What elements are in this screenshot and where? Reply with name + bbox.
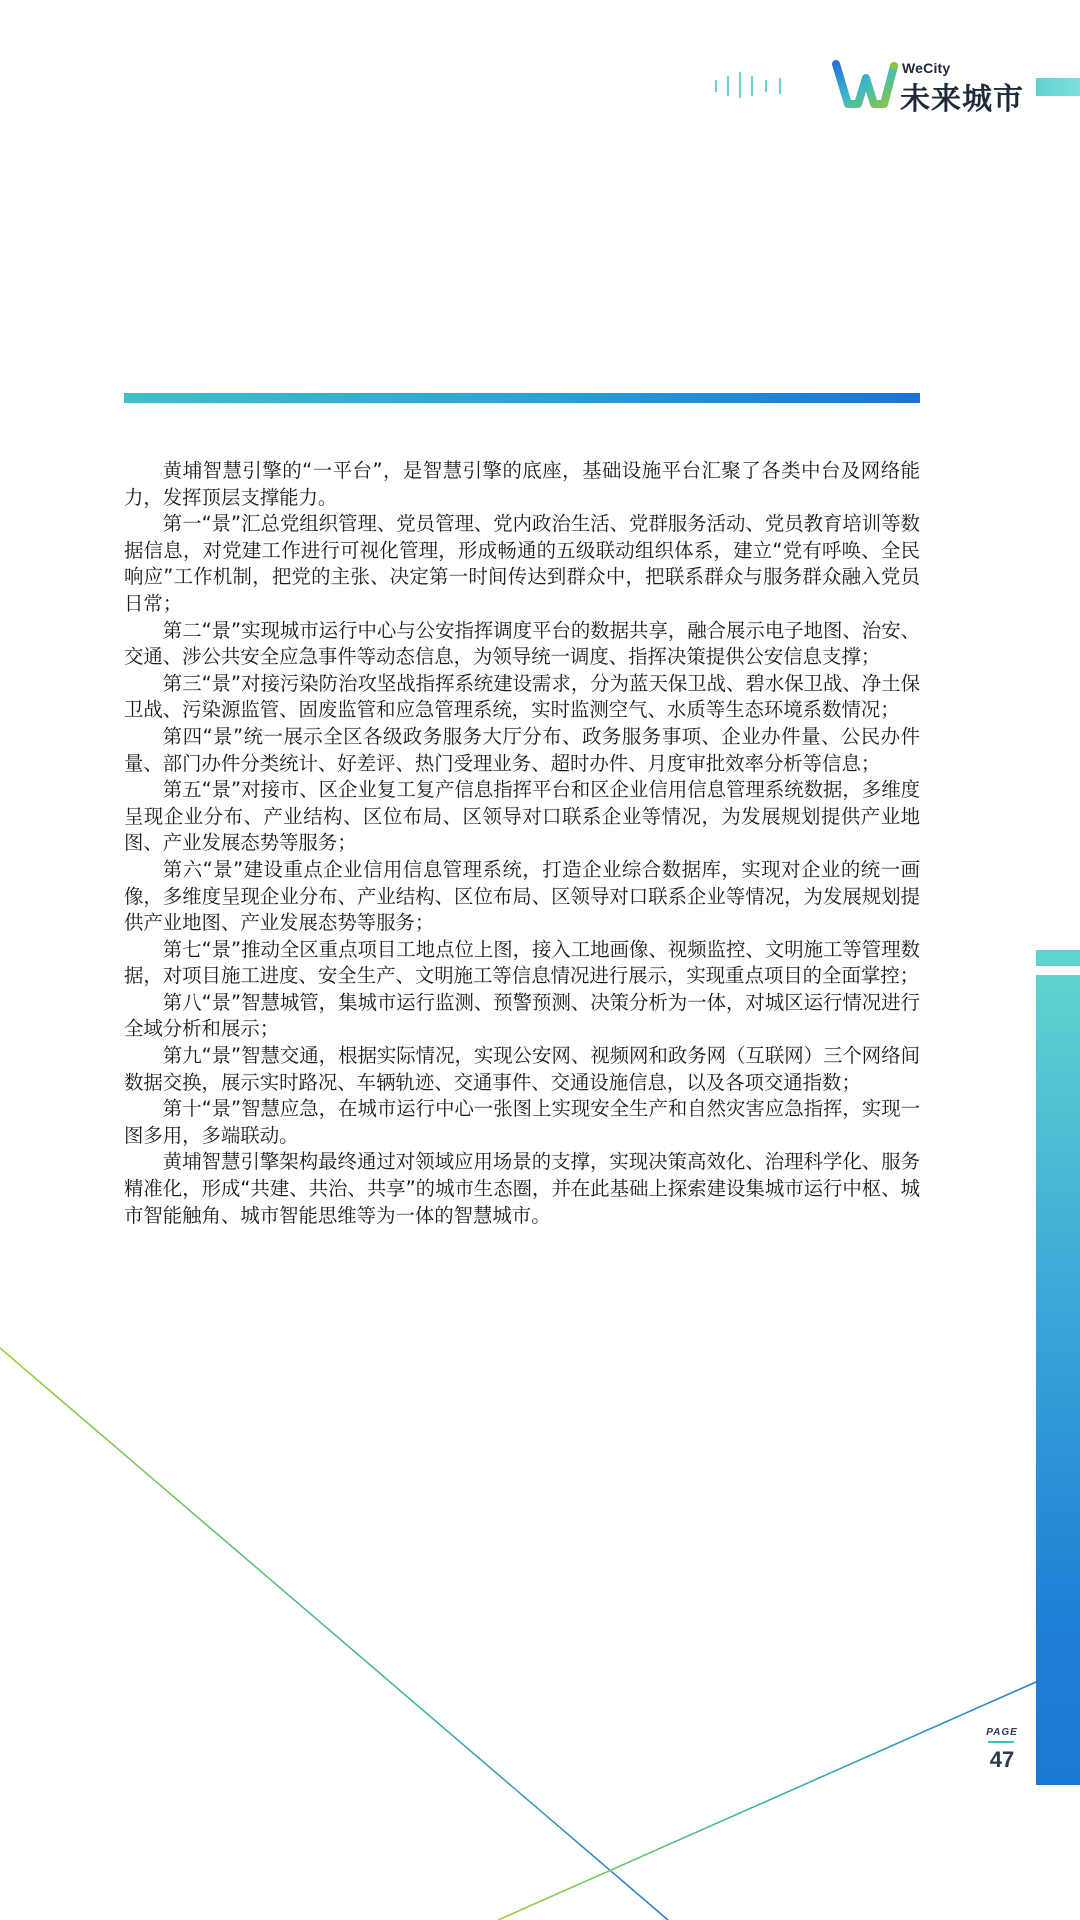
paragraph: 黄埔智慧引擎的“一平台”，是智慧引擎的底座，基础设施平台汇聚了各类中台及网络能力，发挥顶层支撑能力。 <box>124 459 920 509</box>
logo-chinese-text: 未来城市 <box>900 82 1024 117</box>
paragraph: 第二“景”实现城市运行中心与公安指挥调度平台的数据共享，融合展示电子地图、治安、交通、涉公共安全应急事件等动态信息，为领导统一调度、指挥决策提供公安信息支撑； <box>124 618 920 669</box>
right-side-gradient-band <box>1036 975 1080 1785</box>
paragraph: 第七“景”推动全区重点项目工地点位上图，接入工地画像、视频监控、文明施工等管理数据，对项目施工进度、安全生产、文明施工等信息情况进行展示，实现重点项目的全面掌控； <box>124 937 920 988</box>
wecity-logo <box>832 56 1024 117</box>
paragraph: 第三“景”对接污染防治攻坚战指挥系统建设需求，分为蓝天保卫战、碧水保卫战、净土保卫战、污染源监管、固废监管和应急管理系统，实时监测空气、水质等生态环境系数情况； <box>124 671 920 722</box>
section-divider-bar <box>124 393 920 403</box>
page-label: PAGE <box>986 1727 1018 1738</box>
wecity-w-logo-icon <box>832 58 900 110</box>
diagonal-line-descending <box>0 1348 668 1920</box>
paragraph: 第六“景”建设重点企业信用信息管理系统，打造企业综合数据库，实现对企业的统一画像，多维度呈现企业分布、产业结构、区位布局、区领导对口联系企业等情况，为发展规划提供产业地图、产业发展态势等服务； <box>124 857 920 935</box>
side-band-notch <box>1036 950 1080 966</box>
paragraph: 黄埔智慧引擎架构最终通过对领域应用场景的支撑，实现决策高效化、治理科学化、服务精准化，形成“共建、共治、共享”的城市生态圈，并在此基础上探索建设集城市运行中枢、城市智能触角、城市智能思维等为一体的智慧城市。 <box>124 1150 920 1227</box>
logo-english-text: WeCity <box>902 60 951 76</box>
page-number-rule <box>988 1741 1014 1743</box>
article-body <box>124 458 920 1229</box>
paragraph: 第五“景”对接市、区企业复工复产信息指挥平台和区企业信用信息管理系统数据，多维度呈现企业分布、产业结构、区位布局、区领导对口联系企业等情况，为发展规划提供产业地图、产业发展态势等服务； <box>124 778 920 855</box>
paragraph: 第九“景”智慧交通，根据实际情况，实现公安网、视频网和政务网（互联网）三个网络间数据交换，展示实时路况、车辆轨迹、交通事件、交通设施信息，以及各项交通指数； <box>124 1044 920 1094</box>
header-tick-marks <box>714 70 794 100</box>
page-number: 47 <box>989 1747 1015 1772</box>
paragraph: 第四“景”统一展示全区各级政务服务大厅分布、政务服务事项、企业办件量、公民办件量、部门办件分类统计、好差评、热门受理业务、超时办件、月度审批效率分析等信息； <box>124 724 920 775</box>
paragraph: 第十“景”智慧应急，在城市运行中心一张图上实现安全生产和自然灾害应急指挥，实现一图多用，多端联动。 <box>124 1097 920 1147</box>
top-right-tab <box>1036 78 1080 96</box>
paragraph: 第八“景”智慧城管，集城市运行监测、预警预测、决策分析为一体，对城区运行情况进行全域分析和展示； <box>124 990 920 1041</box>
diagonal-line-ascending <box>498 1682 1036 1920</box>
paragraph: 第一“景”汇总党组织管理、党员管理、党内政治生活、党群服务活动、党员教育培训等数据信息，对党建工作进行可视化管理，形成畅通的五级联动组织体系，建立“党有呼唤、全民响应”工作机制，把党的主张、决定第一时间传达到群众中，把联系群众与服务群众融入党员日常； <box>124 512 920 615</box>
